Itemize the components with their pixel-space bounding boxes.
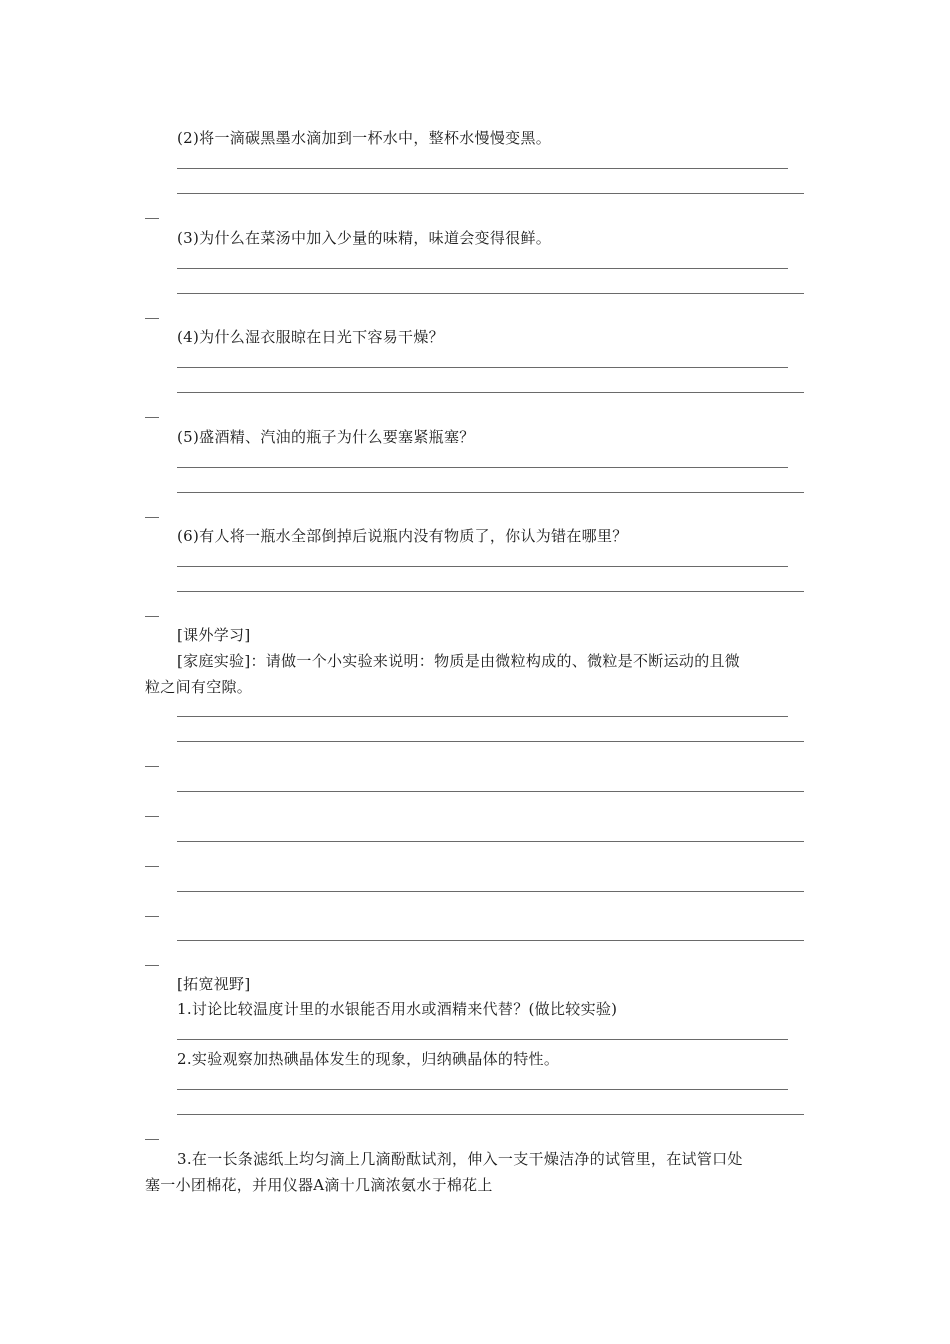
- answer-line-tail: [145, 417, 159, 418]
- answer-line: [177, 392, 804, 393]
- answer-line-tail: [145, 218, 159, 219]
- answer-line: [177, 1089, 788, 1090]
- answer-line-tail: [145, 965, 159, 966]
- answer-line-tail: [145, 866, 159, 867]
- question-3: (3)为什么在菜汤中加入少量的味精，味道会变得很鲜。: [177, 229, 552, 247]
- home-experiment-text: [家庭实验]：请做一个小实验来说明：物质是由微粒构成的、微粒是不断运动的且微: [177, 652, 741, 670]
- answer-line-tail: [145, 616, 159, 617]
- answer-line-tail: [145, 816, 159, 817]
- question-5: (5)盛酒精、汽油的瓶子为什么要塞紧瓶塞？: [177, 428, 475, 446]
- broaden-item-3-cont: 塞一小团棉花，并用仪器A滴十几滴浓氨水于棉花上: [145, 1176, 493, 1194]
- answer-line-tail: [145, 318, 159, 319]
- answer-line: [177, 1114, 804, 1115]
- answer-line-tail: [145, 1139, 159, 1140]
- answer-line: [177, 716, 788, 717]
- broaden-item-3: 3.在一长条滤纸上均匀滴上几滴酚酞试剂，伸入一支干燥洁净的试管里，在试管口处: [177, 1150, 743, 1168]
- answer-line: [177, 891, 804, 892]
- question-6: (6)有人将一瓶水全部倒掉后说瓶内没有物质了，你认为错在哪里？: [177, 527, 628, 545]
- broaden-item-1: 1.讨论比较温度计里的水银能否用水或酒精来代替？(做比较实验): [177, 1000, 618, 1018]
- answer-line: [177, 492, 804, 493]
- broaden-item-2: 2.实验观察加热碘晶体发生的现象，归纳碘晶体的特性。: [177, 1050, 560, 1068]
- answer-line-tail: [145, 517, 159, 518]
- answer-line: [177, 566, 788, 567]
- question-4: (4)为什么湿衣服晾在日光下容易干燥？: [177, 328, 444, 346]
- answer-line-tail: [145, 916, 159, 917]
- answer-line: [177, 193, 804, 194]
- answer-line: [177, 168, 788, 169]
- answer-line: [177, 293, 804, 294]
- answer-line: [177, 841, 804, 842]
- answer-line: [177, 741, 804, 742]
- section-heading-broaden: [拓宽视野]: [177, 975, 251, 993]
- answer-line: [177, 591, 804, 592]
- answer-line: [177, 791, 804, 792]
- answer-line: [177, 467, 788, 468]
- answer-line: [177, 940, 804, 941]
- answer-line: [177, 367, 788, 368]
- home-experiment-text-cont: 粒之间有空隙。: [145, 678, 253, 696]
- section-heading-extracurricular: [课外学习]: [177, 626, 251, 644]
- answer-line-tail: [145, 766, 159, 767]
- answer-line: [177, 1039, 788, 1040]
- question-2: (2)将一滴碳黑墨水滴加到一杯水中，整杯水慢慢变黑。: [177, 129, 552, 147]
- answer-line: [177, 268, 788, 269]
